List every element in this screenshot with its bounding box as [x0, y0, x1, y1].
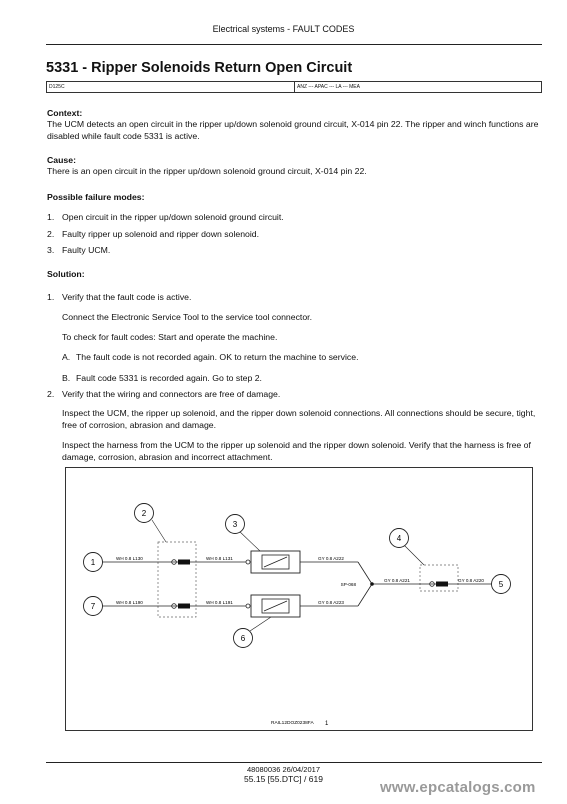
failure-mode-number: 3. — [47, 245, 55, 255]
failure-mode-text: Faulty UCM. — [62, 245, 111, 255]
wiring-diagram — [65, 467, 533, 731]
wire — [358, 584, 372, 606]
document-number: 48080036 26/04/2017 — [247, 765, 320, 774]
wire-label: GY 0.8 A222 — [318, 556, 344, 561]
option-text: The fault code is not recorded again. OK to return the machine to service. — [76, 352, 359, 362]
wire-label: WH 0.8 L130 — [116, 556, 143, 561]
step-text: Verify that the wiring and connectors are free of damage. — [62, 389, 281, 399]
svg-text:3: 3 — [232, 520, 238, 529]
step-number: 2. — [47, 389, 55, 399]
running-header: Electrical systems - FAULT CODES — [212, 24, 355, 34]
callout-4 — [390, 529, 409, 548]
failure-mode-text: Open circuit in the ripper up/down solenoid ground circuit. — [62, 212, 284, 222]
option-label: B. — [62, 373, 71, 383]
option-label: A. — [62, 352, 71, 362]
context-heading: Context: — [47, 108, 83, 118]
page-title: 5331 - Ripper Solenoids Return Open Circuit — [46, 60, 353, 76]
wire-label: GY 0.8 A223 — [318, 600, 344, 605]
step-paragraph: Inspect the harness from the UCM to the ripper up solenoid and the ripper down solenoid. Verify that the harness is free of damage, corrosion, abrasion and incorrect attachment. — [62, 440, 531, 462]
callout-3 — [226, 515, 245, 534]
callout-7 — [84, 597, 103, 616]
watermark: www.epcatalogs.com — [380, 779, 536, 796]
failure-mode-number: 1. — [47, 212, 55, 222]
step-paragraph: To check for fault codes: Start and operate the machine. — [62, 332, 278, 342]
callout-5 — [492, 575, 511, 594]
svg-text:5: 5 — [498, 580, 504, 589]
svg-text:2: 2 — [141, 509, 147, 518]
step-text: Verify that the fault code is active. — [62, 292, 192, 302]
wire-label: WH 0.8 L190 — [116, 600, 143, 605]
callout-1 — [84, 553, 103, 572]
connector-group-frame — [420, 565, 458, 591]
splice-label: SP-068 — [340, 582, 356, 587]
ripper-up-solenoid — [246, 551, 300, 573]
callout-6 — [234, 629, 253, 648]
svg-text:1: 1 — [90, 558, 96, 567]
splice-point — [370, 582, 374, 586]
wire — [358, 562, 372, 584]
region-codes: ANZ --- APAC --- LA --- MEA — [294, 82, 360, 92]
wire-label: WH 0.8 L191 — [206, 600, 233, 605]
callout-leader — [250, 617, 271, 631]
solution-heading: Solution: — [47, 269, 85, 279]
svg-text:4: 4 — [396, 534, 402, 543]
applicability-bar — [46, 81, 542, 93]
cause-heading: Cause: — [47, 155, 76, 165]
svg-text:6: 6 — [240, 634, 246, 643]
failure-modes-heading: Possible failure modes: — [47, 192, 145, 202]
model-code: D125C — [49, 83, 65, 90]
cause-text: There is an open circuit in the ripper up/down solenoid ground circuit, X-014 pin 22. — [47, 166, 367, 176]
figure-reference: RAIL12DOZ0238FA — [271, 721, 314, 726]
header-rule — [46, 44, 542, 45]
figure-number: 1 — [325, 721, 329, 727]
wire-label: GY 0.8 A221 — [384, 578, 410, 583]
footer-rule — [46, 762, 542, 763]
option-text: Fault code 5331 is recorded again. Go to step 2. — [76, 373, 262, 383]
failure-mode-number: 2. — [47, 229, 55, 239]
step-number: 1. — [47, 292, 55, 302]
callout-leader — [238, 530, 260, 551]
wire-label: GY 0.8 A220 — [458, 578, 484, 583]
callout-leader — [404, 545, 424, 565]
ripper-down-solenoid — [246, 595, 300, 617]
step-paragraph: Connect the Electronic Service Tool to the service tool connector. — [62, 312, 312, 322]
context-text: The UCM detects an open circuit in the ripper up/down solenoid ground circuit, X-014 pin 22. The ripper and winch functions are disabled while fault code 5331 is active. — [47, 119, 539, 141]
svg-text:7: 7 — [90, 602, 96, 611]
step-paragraph: Inspect the UCM, the ripper up solenoid, and the ripper down solenoid connections. All connections should be secure, tight, free of corrosion, abrasion and damage. — [62, 408, 536, 430]
wire-label: WH 0.8 L131 — [206, 556, 233, 561]
wiring-diagram-svg — [66, 468, 532, 730]
callout-leader — [152, 520, 166, 542]
page-number: 55.15 [55.DTC] / 619 — [244, 774, 323, 784]
failure-mode-text: Faulty ripper up solenoid and ripper down solenoid. — [62, 229, 260, 239]
callout-2 — [135, 504, 154, 523]
